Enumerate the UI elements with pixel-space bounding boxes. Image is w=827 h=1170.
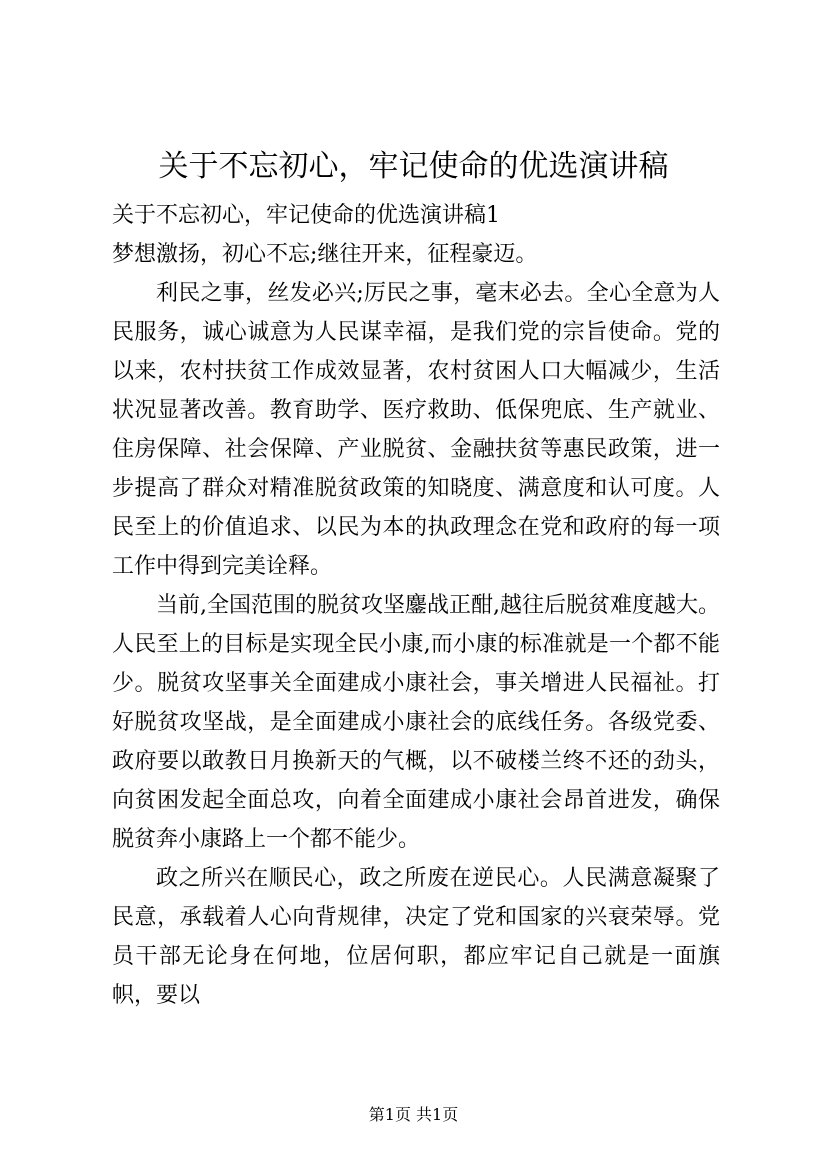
document-subtitle: 关于不忘初心，牢记使命的优选演讲稿1 bbox=[112, 203, 500, 228]
page-footer: 第1页 共1页 bbox=[368, 1105, 459, 1124]
paragraph-2: 利民之事，丝发必兴;厉民之事，毫末必去。全心全意为人民服务，诚心诚意为人民谋幸福，是我们党的宗旨使命。党的以来，农村扶贫工作成效显著，农村贫困人口大幅减少，生活状况显著改善。教育助学、医疗救助、低保兜底、生产就业、住房保障、社会保障、产业脱贫、金融扶贫等惠民政策，进一步提高了群众对精准脱贫政策的知晓度、满意度和认可度。人民至上的价值追求、以民为本的执政理念在党和政府的每一项工作中得到完美诠释。 bbox=[112, 281, 720, 579]
document-body bbox=[112, 196, 720, 1015]
paragraph-3: 当前,全国范围的脱贫攻坚鏖战正酣,越往后脱贫难度越大。人民至上的目标是实现全民小康,而小康的标准就是一个都不能少。脱贫攻坚事关全面建成小康社会，事关增进人民福祉。打好脱贫攻坚战，是全面建成小康社会的底线任务。各级党委、政府要以敢教日月换新天的气概，以不破楼兰终不还的劲头，向贫困发起全面总攻，向着全面建成小康社会昂首进发，确保脱贫奔小康路上一个都不能少。 bbox=[112, 593, 720, 852]
paragraph-1: 梦想激扬，初心不忘;继往开来，征程豪迈。 bbox=[112, 242, 538, 267]
document-title: 关于不忘初心，牢记使命的优选演讲稿 bbox=[158, 149, 669, 184]
paragraph-4: 政之所兴在顺民心，政之所废在逆民心。人民满意凝聚了民意，承载着人心向背规律，决定了党和国家的兴衰荣辱。党员干部无论身在何地，位居何职，都应牢记自己就是一面旗帜，要以 bbox=[112, 866, 720, 1008]
